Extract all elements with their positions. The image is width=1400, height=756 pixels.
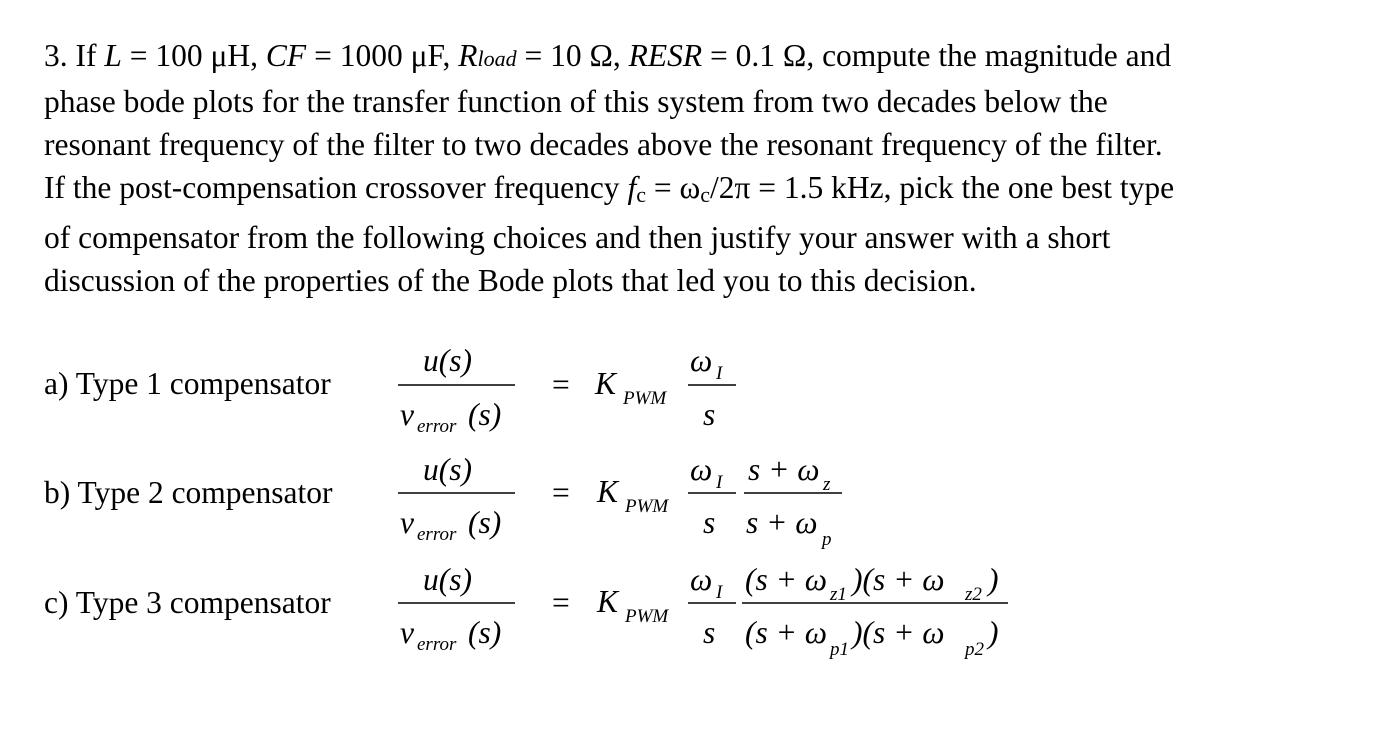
choice-b-zero-sub: z [823,474,831,495]
choice-c-omega-i: ω [690,562,713,597]
choice-b-omega-i: ω [690,452,713,487]
choice-a [44,343,736,437]
choice-b-pole-sub: p [822,529,832,550]
choice-c-denominator-arg: (s) [468,615,502,650]
CF-symbol: CF [265,38,307,73]
fc-subscript: c [636,182,646,207]
if-word: If [75,38,97,73]
choice-c-zero-close: ) [988,562,999,597]
fc-value: /2π = 1.5 kHz, pick the one best type [709,170,1175,205]
choice-c-pole-close: ) [988,615,999,650]
choice-c-equals: = [552,585,570,620]
choice-b-s: s [703,505,716,540]
choice-a-denominator-arg: (s) [468,397,502,432]
choice-c-label: c) Type 3 compensator [44,585,331,620]
choice-c [44,562,1008,660]
choice-a-gain-sub: PWM [623,388,667,409]
choice-b-pole-term: s + ω [746,505,818,540]
choice-a-label: a) Type 1 compensator [44,366,331,401]
choice-b-denominator-arg: (s) [468,505,502,540]
choice-c-gain-sub: PWM [625,606,669,627]
R-subscript: load [477,46,517,71]
RESR-value: = 0.1 Ω, compute the magnitude and [702,38,1172,73]
choice-b-numerator: u(s) [423,452,472,487]
wc-subscript: c [700,182,710,207]
fc-eq: = ω [645,170,701,205]
choice-a-numerator: u(s) [423,343,472,378]
choice-c-denominator-sub: error [417,634,457,655]
choice-c-pole2-term: )(s + ω [852,615,945,650]
choice-a-gain: K [595,366,617,401]
choice-c-pole1-sub: p1 [830,639,849,660]
choice-b-denominator-v: v [400,505,414,540]
choice-b-gain-sub: PWM [625,496,669,517]
choice-c-s: s [703,615,716,650]
choice-b [44,452,842,550]
choice-c-pole1-term: (s + ω [745,615,827,650]
RESR-symbol: RESR [628,38,703,73]
choice-a-denominator-v: v [400,397,414,432]
problem-line-5: of compensator from the following choices and then justify your answer with a short [44,220,1111,255]
choice-c-zero1-term: (s + ω [745,562,827,597]
R-value: = 10 Ω, [516,38,629,73]
choice-c-gain: K [597,584,619,619]
choice-a-equals: = [552,367,570,402]
choice-b-gain: K [597,474,619,509]
L-symbol: L [104,38,122,73]
L-value: = 100 μH, [121,38,266,73]
choice-c-pole2-sub: p2 [965,639,984,660]
problem-line-2: phase bode plots for the transfer function of this system from two decades below the [44,84,1108,119]
problem-line-3: resonant frequency of the filter to two decades above the resonant frequency of the filter. [44,127,1163,162]
problem-number: 3. [44,38,68,73]
choice-b-label: b) Type 2 compensator [44,475,333,510]
choice-a-s: s [703,397,716,432]
choice-a-omega-i: ω [690,343,713,378]
choice-b-denominator-sub: error [417,524,457,545]
choice-c-zero2-term: )(s + ω [852,562,945,597]
choice-c-numerator: u(s) [423,562,472,597]
choice-b-zero-term: s + ω [748,452,820,487]
choice-c-zero1-sub: z1 [830,584,847,605]
choice-c-omega-i-sub: I [716,582,723,603]
choice-c-zero2-sub: z2 [965,584,982,605]
choice-a-denominator-sub: error [417,416,457,437]
line4-start: If the post-compensation crossover frequency [44,170,628,205]
R-symbol: R [458,38,478,73]
CF-value: = 1000 μF, [306,38,459,73]
choice-a-omega-i-sub: I [716,363,723,384]
choice-c-denominator-v: v [400,615,414,650]
fc-symbol: f [627,170,637,205]
choice-b-omega-i-sub: I [716,472,723,493]
choice-b-equals: = [552,475,570,510]
problem-line-6: discussion of the properties of the Bode plots that led you to this decision. [44,263,977,298]
